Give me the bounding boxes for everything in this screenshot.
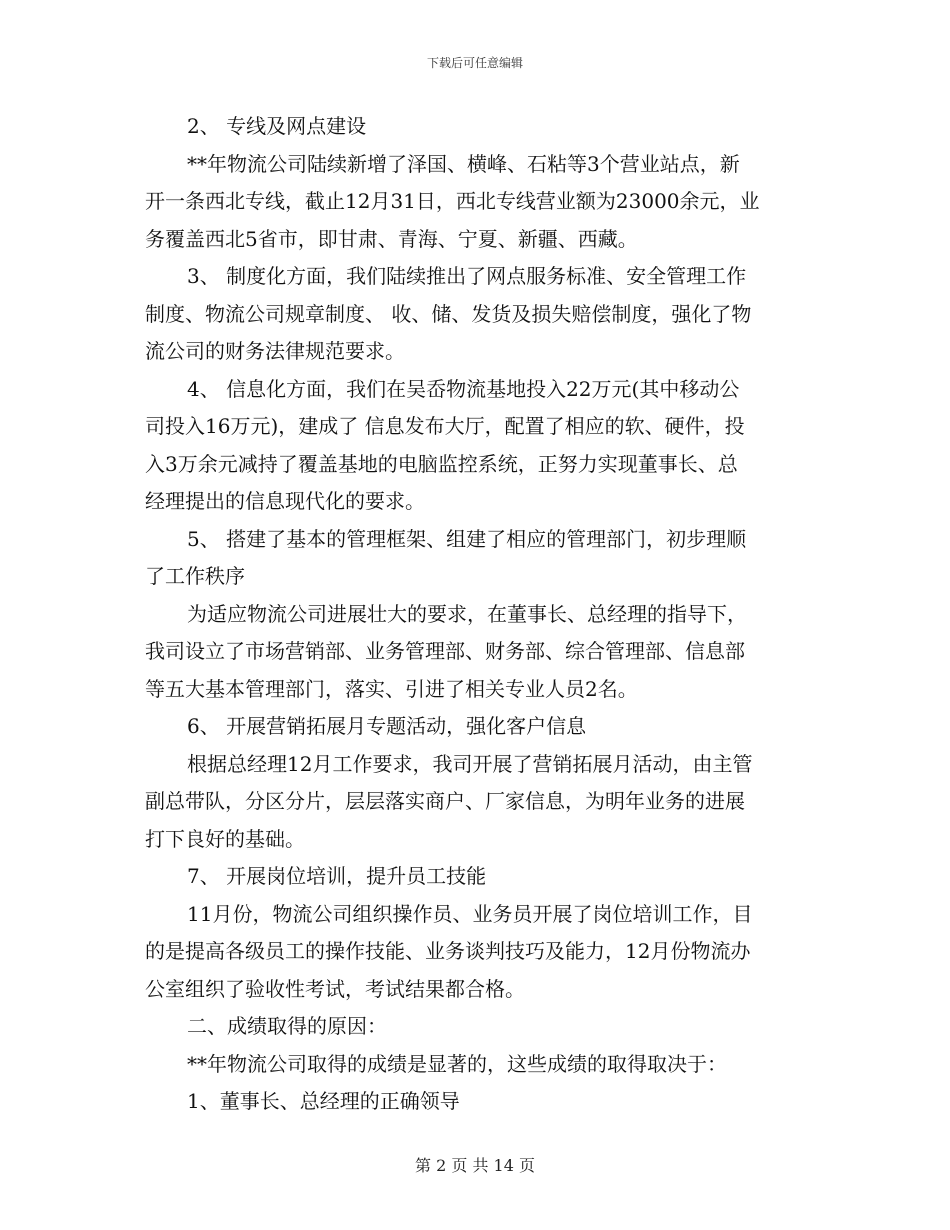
text-line: 司投入16万元)，建成了 信息发布大厅，配置了相应的软、硬件，投 xyxy=(145,414,745,438)
text-line: 我司设立了市场营销部、业务管理部、财务部、综合管理部、信息部 xyxy=(145,639,745,663)
text-line: 1、董事长、总经理的正确领导 xyxy=(187,1089,460,1113)
text-line: 根据总经理12月工作要求，我司开展了营销拓展月活动，由主管 xyxy=(187,751,753,776)
text-line: 务覆盖西北5省市，即甘肃、青海、宁夏、新疆、西藏。 xyxy=(145,226,638,251)
text-line: 2、 专线及网点建设 xyxy=(187,114,367,138)
document-body xyxy=(145,108,810,1121)
text-line: 开一条西北专线，截止12月31日，西北专线营业额为23000余元，业 xyxy=(145,189,760,213)
text-line: 为适应物流公司进展壮大的要求，在董事长、总经理的指导下， xyxy=(187,601,747,626)
text-line: 5、 搭建了基本的管理框架、组建了相应的管理部门，初步理顺 xyxy=(187,526,747,551)
text-line: 经理提出的信息现代化的要求。 xyxy=(145,489,425,513)
text-line: 4、 信息化方面，我们在吴岙物流基地投入22万元(其中移动公 xyxy=(187,376,740,401)
text-line: **年物流公司取得的成绩是显著的，这些成绩的取得取决于： xyxy=(187,1051,727,1076)
text-line: 等五大基本管理部门，落实、引进了相关专业人员2名。 xyxy=(145,676,638,701)
text-line: 11月份，物流公司组织操作员、业务员开展了岗位培训工作，目 xyxy=(187,901,753,926)
text-line: 的是提高各级员工的操作技能、业务谈判技巧及能力，12月份物流办 xyxy=(145,939,751,963)
text-line: 入3万余元减持了覆盖基地的电脑监控系统，正努力实现董事长、总 xyxy=(145,451,738,476)
text-line: 副总带队，分区分片，层层落实商户、厂家信息，为明年业务的进展 xyxy=(145,789,745,813)
text-line: 打下良好的基础。 xyxy=(145,826,305,851)
text-line: 二、成绩取得的原因： xyxy=(187,1014,387,1038)
text-line: 公室组织了验收性考试，考试结果都合格。 xyxy=(145,976,525,1001)
text-line: **年物流公司陆续新增了泽国、横峰、石粘等3个营业站点，新 xyxy=(187,151,740,176)
text-line: 3、 制度化方面，我们陆续推出了网点服务标准、安全管理工作 xyxy=(187,264,747,288)
text-line: 7、 开展岗位培训，提升员工技能 xyxy=(187,864,487,888)
text-line: 6、 开展营销拓展月专题活动，强化客户信息 xyxy=(187,714,587,738)
page-footer: 第 2 页 共 14 页 xyxy=(415,1156,535,1175)
page-header-note: 下载后可任意编辑 xyxy=(426,56,523,70)
text-line: 了工作秩序 xyxy=(145,564,245,588)
text-line: 制度、物流公司规章制度、 收、储、发货及损失赔偿制度，强化了物 xyxy=(145,301,752,326)
text-line: 流公司的财务法律规范要求。 xyxy=(145,339,405,363)
